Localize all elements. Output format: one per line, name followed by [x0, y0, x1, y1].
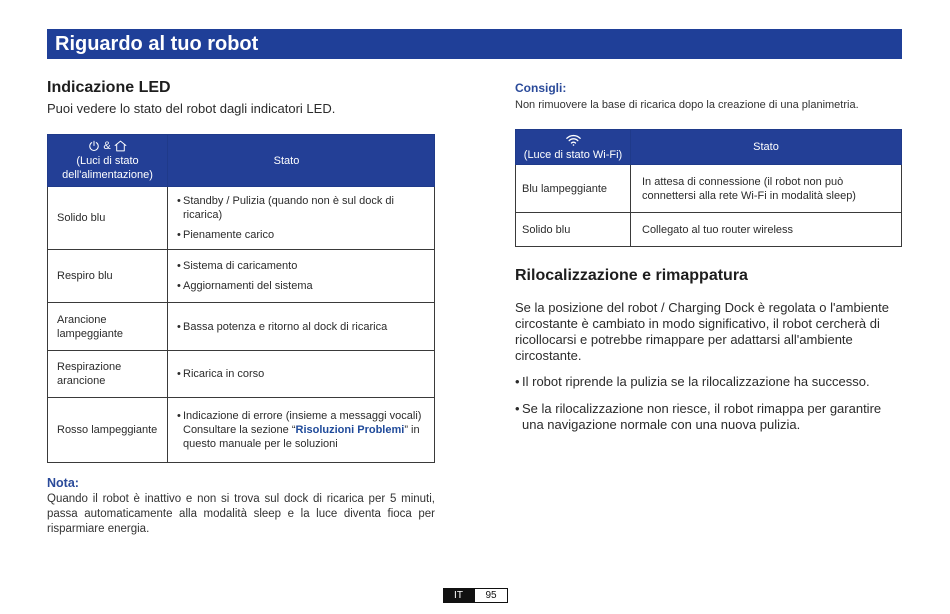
- status-bullet: • Pienamente carico: [177, 228, 426, 242]
- light-label: Rosso lampeggiante: [48, 398, 168, 463]
- table-row: [48, 303, 435, 351]
- table-header-row: [516, 130, 902, 165]
- led-status-table: [47, 134, 435, 463]
- relocalization-section-title: Rilocalizzazione e rimappatura: [515, 267, 748, 284]
- page-footer: [443, 588, 508, 603]
- power-light-column-label: (Luci di stato dell'alimentazione): [62, 155, 153, 181]
- light-label: Solido blu: [48, 187, 168, 250]
- status-bullet: • Standby / Pulizia (quando non è sul dock di ricarica): [177, 194, 426, 222]
- status-cell: [168, 187, 435, 250]
- wifi-status-table: [515, 129, 902, 247]
- relocalization-paragraph: Se la posizione del robot / Charging Dock è regolata o l'ambiente circostante è cambiato in modo significativo, il robot cercherà di ricollocarsi e potrebbe rimappare per adattarsi all'ambiente circostante.: [515, 300, 889, 363]
- wifi-light-column-label: (Luce di stato Wi-Fi): [523, 148, 623, 161]
- table-row: [48, 250, 435, 303]
- led-section-title: Indicazione LED: [47, 79, 171, 96]
- tips-title: Consigli:: [515, 81, 567, 95]
- reference-suffix: ” in questo manuale per le soluzioni: [183, 424, 420, 450]
- table-row: [48, 351, 435, 398]
- light-label: Respiro blu: [48, 250, 168, 303]
- troubleshooting-link[interactable]: Risoluzioni Problemi: [295, 424, 405, 436]
- home-icon: [114, 140, 127, 152]
- table-row: [516, 213, 902, 247]
- status-bullet: • Bassa potenza e ritorno al dock di ricarica: [177, 320, 426, 334]
- status-cell: Collegato al tuo router wireless: [631, 213, 902, 247]
- table-header-row: [48, 135, 435, 187]
- page-title: Riguardo al tuo robot: [55, 33, 259, 55]
- table-row: [48, 187, 435, 250]
- status-bullet: • Sistema di caricamento: [177, 259, 426, 273]
- language-tab: IT: [443, 588, 474, 603]
- status-cell: [168, 398, 435, 463]
- list-item: • Il robot riprende la pulizia se la rilocalizzazione ha successo.: [515, 374, 902, 390]
- status-cell: In attesa di connessione (il robot non può connettersi alla rete Wi-Fi in modalità sleep): [631, 165, 902, 213]
- header-icons: [519, 133, 627, 147]
- status-bullet: [177, 409, 426, 451]
- wifi-icon: [565, 134, 582, 146]
- light-label: Solido blu: [516, 213, 631, 247]
- table-row: [48, 398, 435, 463]
- status-cell: [168, 303, 435, 351]
- light-label: Blu lampeggiante: [516, 165, 631, 213]
- status-cell: [168, 250, 435, 303]
- status-column-header: Stato: [631, 130, 902, 165]
- note-text: Quando il robot è inattivo e non si trova sul dock di ricarica per 5 minuti, passa automaticamente alla modalità sleep e la luce diventa fioca per risparmiare energia.: [47, 493, 435, 535]
- list-item: • Se la rilocalizzazione non riesce, il robot rimappa per garantire una navigazione normale con una nuova pulizia.: [515, 401, 902, 433]
- status-bullet: • Ricarica in corso: [177, 367, 426, 381]
- relocalization-bullets: [515, 374, 902, 444]
- wifi-light-column-header: [516, 130, 631, 165]
- reference-prefix: Consultare la sezione “: [183, 424, 296, 436]
- tips-text: Non rimuovere la base di ricarica dopo la creazione di una planimetria.: [515, 99, 859, 111]
- light-label: Respirazione arancione: [48, 351, 168, 398]
- status-bullet: • Aggiornamenti del sistema: [177, 279, 426, 293]
- page-number: 95: [474, 588, 508, 603]
- note-title: Nota:: [47, 476, 79, 490]
- ampersand: &: [103, 140, 111, 152]
- status-cell: [168, 351, 435, 398]
- power-light-column-header: [48, 135, 168, 187]
- light-label: Arancione lampeggiante: [48, 303, 168, 351]
- table-row: [516, 165, 902, 213]
- led-intro-text: Puoi vedere lo stato del robot dagli indicatori LED.: [47, 101, 336, 116]
- power-icon: [88, 140, 100, 152]
- status-text: Indicazione di errore (insieme a messaggi vocali): [183, 410, 422, 422]
- header-icons: [51, 139, 164, 153]
- page-header-bar: [47, 29, 902, 59]
- status-column-header: Stato: [168, 135, 435, 187]
